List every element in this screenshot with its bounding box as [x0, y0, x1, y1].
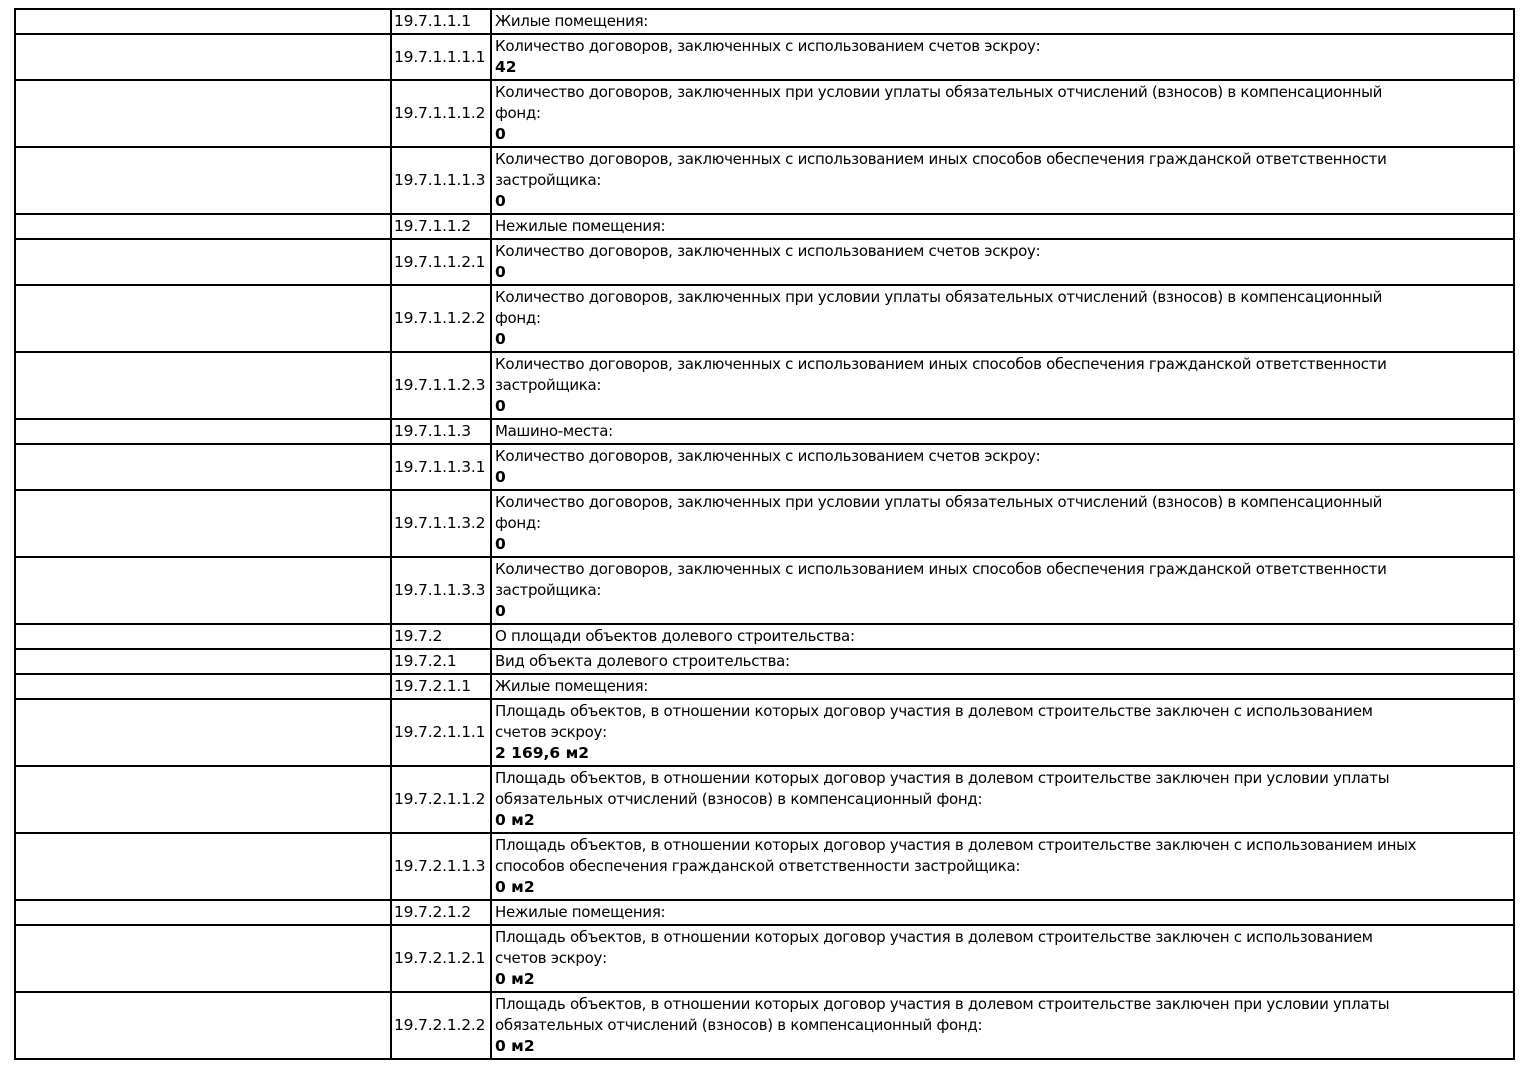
row-content	[491, 352, 1514, 419]
row-code: 19.7.1.1.1.3	[391, 147, 491, 214]
row-code: 19.7.1.1.1.2	[391, 80, 491, 147]
table-row	[15, 352, 1514, 419]
row-label-line: Нежилые помещения:	[495, 903, 666, 921]
row-label-line: О площади объектов долевого строительства:	[495, 627, 855, 645]
row-label-line: Количество договоров, заключенных с использованием иных способов обеспечения гражданской ответственности	[495, 355, 1387, 373]
row-label-line: Количество договоров, заключенных при условии уплаты обязательных отчислений (взносов) в компенсационный	[495, 288, 1383, 306]
row-label-line: Нежилые помещения:	[495, 217, 666, 235]
declaration-table	[14, 8, 1515, 1060]
row-code: 19.7.1.1.1	[391, 9, 491, 34]
row-content	[491, 9, 1514, 34]
row-label-line: счетов эскроу:	[495, 949, 607, 967]
table-row	[15, 490, 1514, 557]
row-value: 0	[495, 263, 506, 281]
row-code: 19.7.1.1.2.1	[391, 239, 491, 285]
table-row	[15, 992, 1514, 1059]
row-content	[491, 833, 1514, 900]
row-value: 42	[495, 58, 517, 76]
table-row	[15, 285, 1514, 352]
row-code: 19.7.2.1	[391, 649, 491, 674]
row-content	[491, 214, 1514, 239]
row-code: 19.7.2.1.2.1	[391, 925, 491, 992]
table-row	[15, 649, 1514, 674]
row-label-line: Площадь объектов, в отношении которых договор участия в долевом строительстве заключен с использованием	[495, 928, 1373, 946]
row-content	[491, 557, 1514, 624]
row-content	[491, 766, 1514, 833]
row-label-line: застройщика:	[495, 171, 602, 189]
row-code: 19.7.2.1.1.3	[391, 833, 491, 900]
table-row	[15, 766, 1514, 833]
empty-cell	[15, 900, 391, 925]
table-row	[15, 239, 1514, 285]
empty-cell	[15, 9, 391, 34]
row-value: 0	[495, 602, 506, 620]
table-row	[15, 444, 1514, 490]
row-label-line: Количество договоров, заключенных с использованием счетов эскроу:	[495, 447, 1041, 465]
row-content	[491, 674, 1514, 699]
row-value: 0	[495, 535, 506, 553]
row-code: 19.7.2.1.1.1	[391, 699, 491, 766]
empty-cell	[15, 674, 391, 699]
row-content	[491, 699, 1514, 766]
row-label-line: застройщика:	[495, 581, 602, 599]
row-code: 19.7.1.1.3.2	[391, 490, 491, 557]
empty-cell	[15, 699, 391, 766]
table-row	[15, 900, 1514, 925]
row-value: 0	[495, 192, 506, 210]
empty-cell	[15, 34, 391, 80]
row-content	[491, 444, 1514, 490]
table-row	[15, 925, 1514, 992]
row-code: 19.7.2	[391, 624, 491, 649]
row-code: 19.7.1.1.2.2	[391, 285, 491, 352]
declaration-table-body	[15, 9, 1514, 1059]
row-code: 19.7.1.1.3.3	[391, 557, 491, 624]
row-value: 0 м2	[495, 1037, 535, 1055]
row-content	[491, 900, 1514, 925]
row-label-line: Количество договоров, заключенных с использованием иных способов обеспечения гражданской ответственности	[495, 150, 1387, 168]
row-label-line: Жилые помещения:	[495, 677, 649, 695]
row-content	[491, 925, 1514, 992]
row-label-line: Количество договоров, заключенных с использованием счетов эскроу:	[495, 242, 1041, 260]
empty-cell	[15, 419, 391, 444]
row-code: 19.7.1.1.1.1	[391, 34, 491, 80]
page	[0, 8, 1529, 1080]
empty-cell	[15, 766, 391, 833]
row-value: 0 м2	[495, 970, 535, 988]
row-label-line: фонд:	[495, 309, 541, 327]
row-label-line: счетов эскроу:	[495, 723, 607, 741]
empty-cell	[15, 624, 391, 649]
row-label-line: фонд:	[495, 104, 541, 122]
row-label-line: Жилые помещения:	[495, 12, 649, 30]
empty-cell	[15, 239, 391, 285]
row-label-line: фонд:	[495, 514, 541, 532]
row-label-line: Машино-места:	[495, 422, 613, 440]
row-value: 0	[495, 397, 506, 415]
row-value: 0 м2	[495, 811, 535, 829]
row-code: 19.7.1.1.3.1	[391, 444, 491, 490]
empty-cell	[15, 80, 391, 147]
empty-cell	[15, 833, 391, 900]
row-value: 2 169,6 м2	[495, 744, 590, 762]
row-label-line: Количество договоров, заключенных с использованием счетов эскроу:	[495, 37, 1041, 55]
row-value: 0	[495, 468, 506, 486]
empty-cell	[15, 992, 391, 1059]
row-label-line: обязательных отчислений (взносов) в компенсационный фонд:	[495, 790, 983, 808]
row-label-line: застройщика:	[495, 376, 602, 394]
row-code: 19.7.2.1.2.2	[391, 992, 491, 1059]
row-label-line: Площадь объектов, в отношении которых договор участия в долевом строительстве заключен при условии уплаты	[495, 995, 1390, 1013]
row-label-line: Площадь объектов, в отношении которых договор участия в долевом строительстве заключен с использованием	[495, 702, 1373, 720]
empty-cell	[15, 557, 391, 624]
row-label-line: Вид объекта долевого строительства:	[495, 652, 790, 670]
row-label-line: Площадь объектов, в отношении которых договор участия в долевом строительстве заключен при условии уплаты	[495, 769, 1390, 787]
empty-cell	[15, 490, 391, 557]
row-content	[491, 147, 1514, 214]
row-content	[491, 624, 1514, 649]
table-row	[15, 674, 1514, 699]
table-row	[15, 214, 1514, 239]
table-row	[15, 147, 1514, 214]
empty-cell	[15, 285, 391, 352]
table-row	[15, 699, 1514, 766]
row-code: 19.7.1.1.2	[391, 214, 491, 239]
row-content	[491, 285, 1514, 352]
row-content	[491, 490, 1514, 557]
row-value: 0	[495, 125, 506, 143]
table-row	[15, 624, 1514, 649]
table-row	[15, 557, 1514, 624]
empty-cell	[15, 649, 391, 674]
empty-cell	[15, 147, 391, 214]
row-content	[491, 34, 1514, 80]
empty-cell	[15, 444, 391, 490]
table-row	[15, 9, 1514, 34]
row-label-line: обязательных отчислений (взносов) в компенсационный фонд:	[495, 1016, 983, 1034]
row-content	[491, 649, 1514, 674]
row-label-line: Количество договоров, заключенных при условии уплаты обязательных отчислений (взносов) в компенсационный	[495, 493, 1383, 511]
table-row	[15, 833, 1514, 900]
empty-cell	[15, 925, 391, 992]
row-code: 19.7.1.1.2.3	[391, 352, 491, 419]
row-value: 0	[495, 330, 506, 348]
table-row	[15, 419, 1514, 444]
row-label-line: Количество договоров, заключенных с использованием иных способов обеспечения гражданской ответственности	[495, 560, 1387, 578]
row-code: 19.7.2.1.2	[391, 900, 491, 925]
row-content	[491, 992, 1514, 1059]
table-row	[15, 34, 1514, 80]
empty-cell	[15, 352, 391, 419]
row-code: 19.7.2.1.1	[391, 674, 491, 699]
table-row	[15, 80, 1514, 147]
empty-cell	[15, 214, 391, 239]
row-content	[491, 80, 1514, 147]
row-code: 19.7.2.1.1.2	[391, 766, 491, 833]
row-label-line: Количество договоров, заключенных при условии уплаты обязательных отчислений (взносов) в компенсационный	[495, 83, 1383, 101]
row-code: 19.7.1.1.3	[391, 419, 491, 444]
row-content	[491, 239, 1514, 285]
row-label-line: Площадь объектов, в отношении которых договор участия в долевом строительстве заключен с использованием иных	[495, 836, 1417, 854]
row-value: 0 м2	[495, 878, 535, 896]
row-label-line: способов обеспечения гражданской ответственности застройщика:	[495, 857, 1021, 875]
row-content	[491, 419, 1514, 444]
